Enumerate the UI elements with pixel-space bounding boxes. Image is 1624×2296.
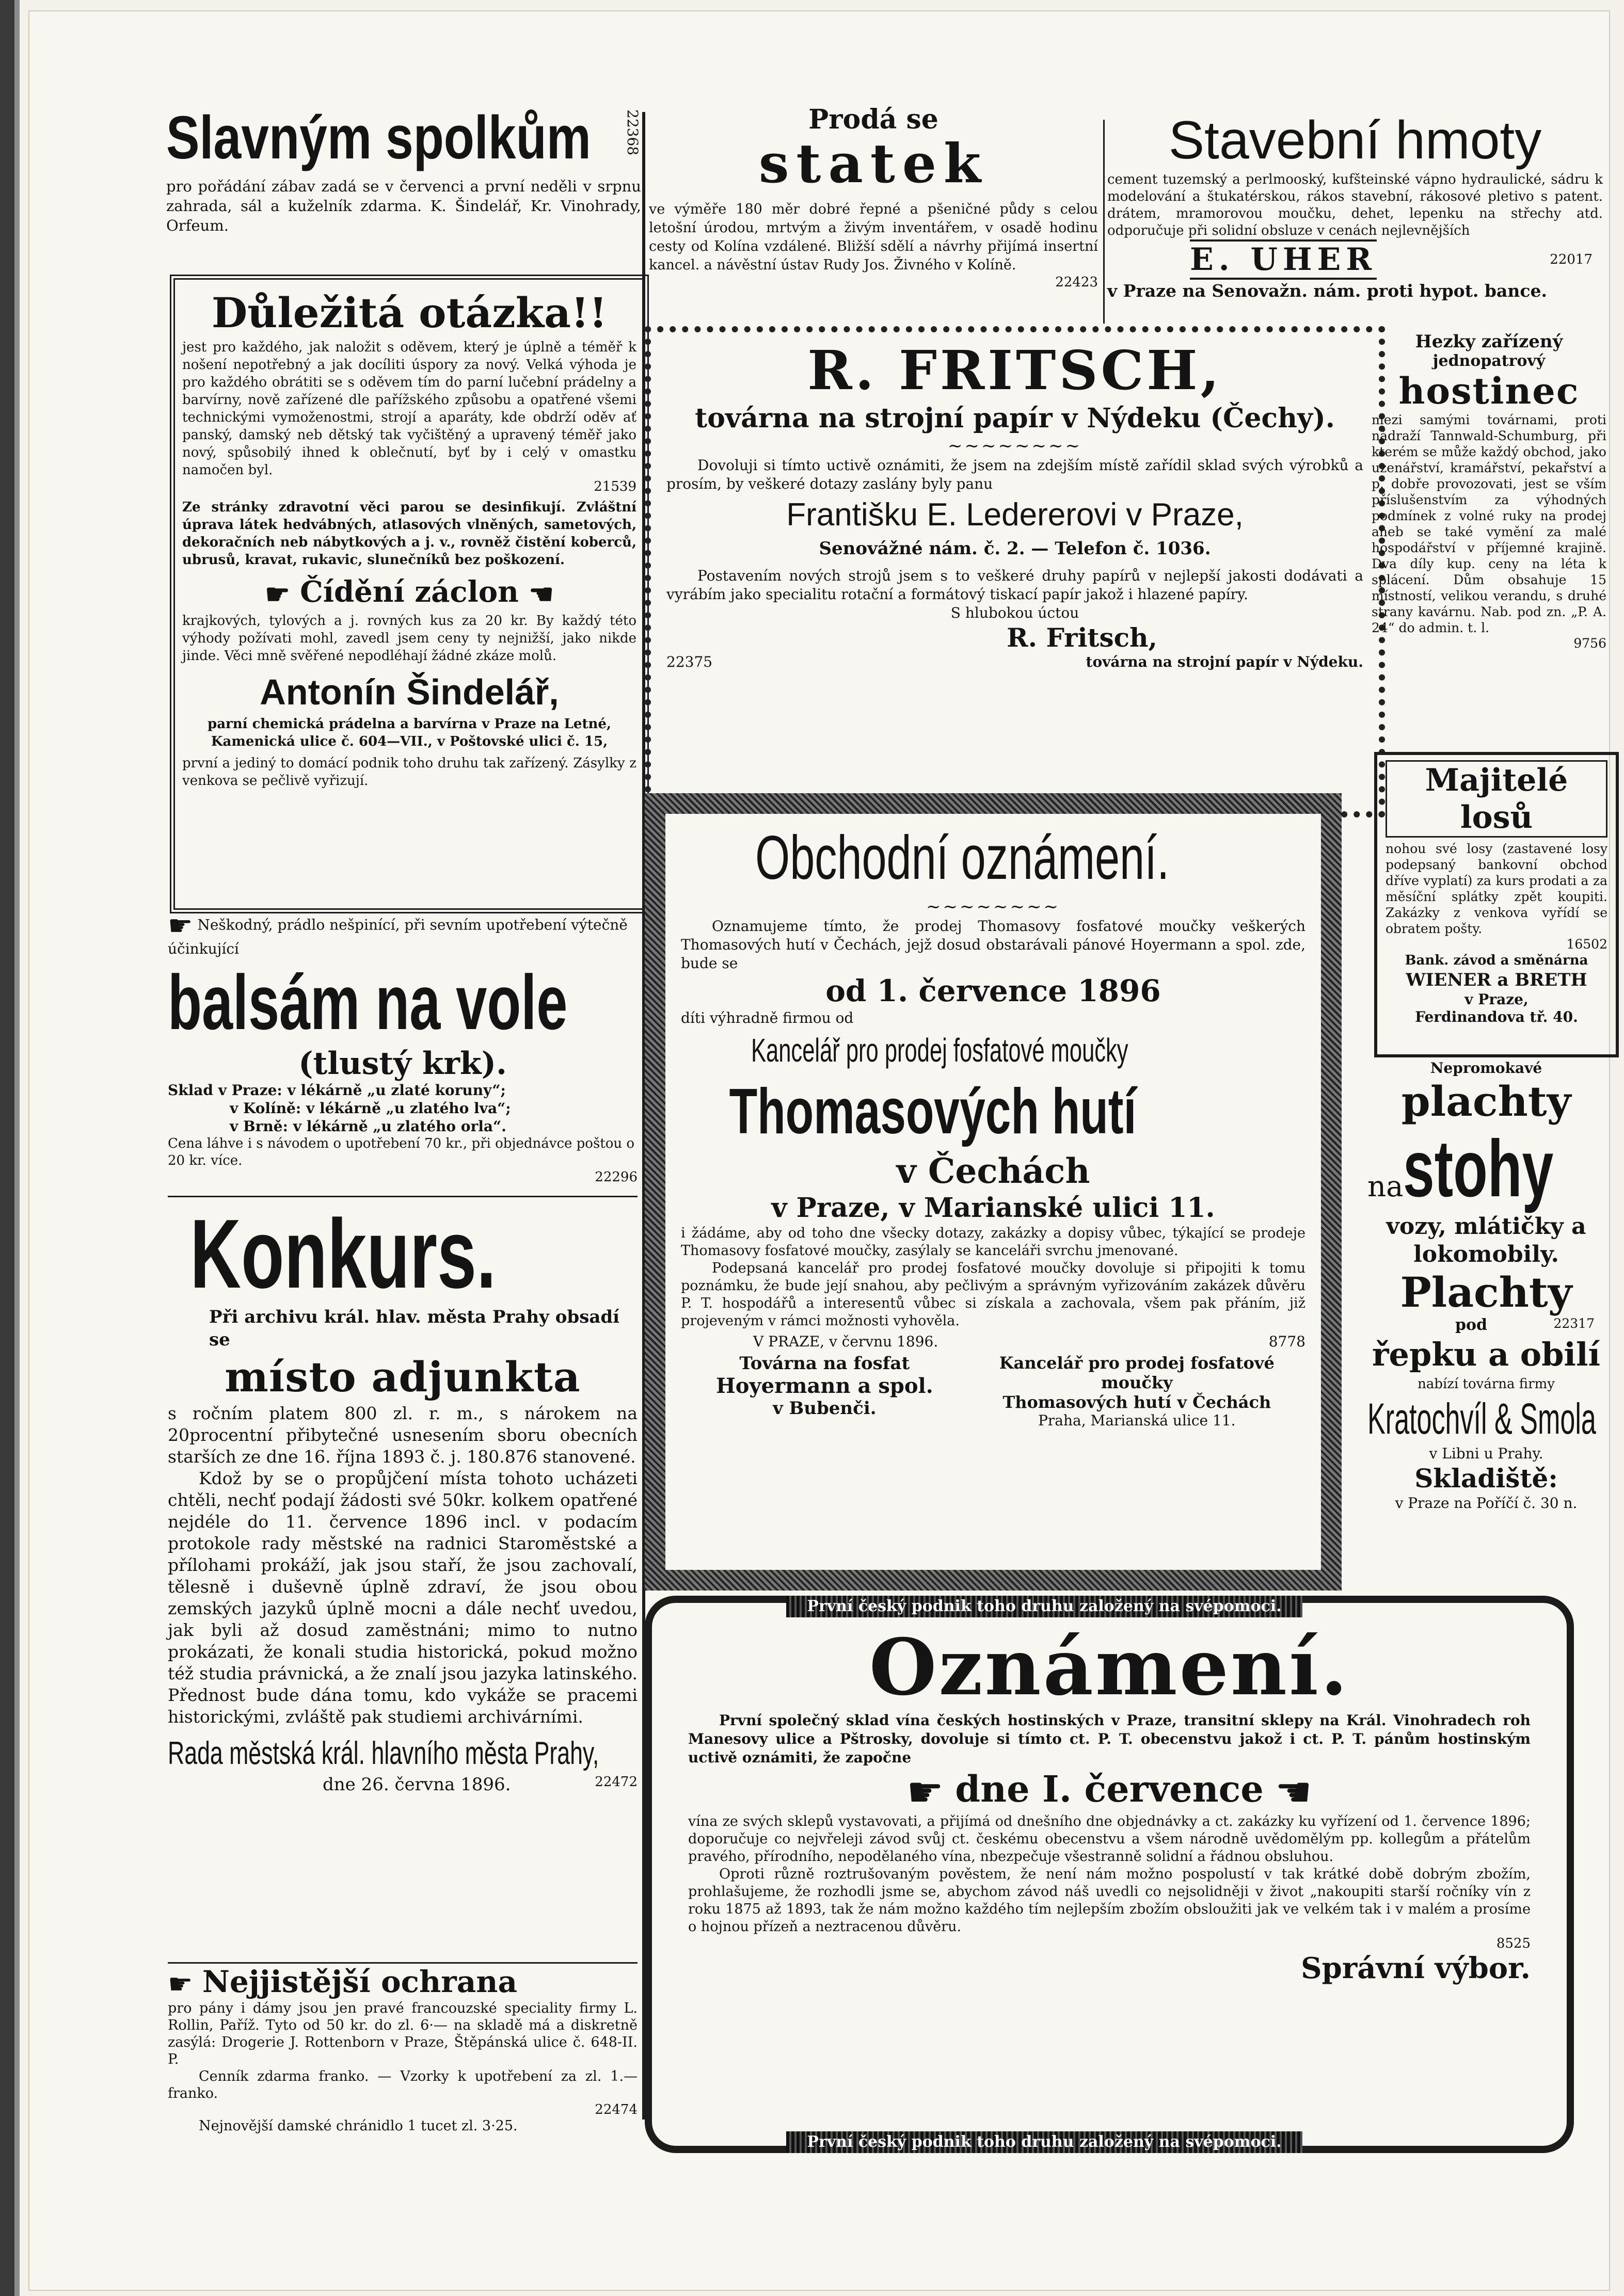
ad-fritsch bbox=[645, 326, 1385, 817]
ad-losu-l2: WIENER a BRETH bbox=[1406, 970, 1587, 990]
ad-konkurs-title: Konkurs. bbox=[190, 1199, 497, 1309]
ad-oznameni-date-row bbox=[688, 1767, 1531, 1816]
sig-right-line4: Praha, Marianská ulice 11. bbox=[1038, 1412, 1236, 1429]
ad-konkurs-footer bbox=[168, 1774, 638, 1795]
ad-plachty-l1: Nepromokavé bbox=[1430, 1059, 1542, 1077]
ad-hmoty bbox=[1107, 109, 1603, 331]
ad-otazka-text2: Ze stránky zdravotní věci parou se desinfikují. Zvláštní úprava látek hedvábných, atlasových vlněných, sametových, dekoračních neb nábytkových a j. v., rovněž čistění koberců, ubrusů, kravat, rukavic, slunečníků bez poškození. bbox=[182, 500, 636, 568]
ad-balsam-code: 22296 bbox=[595, 1169, 638, 1185]
ad-statek bbox=[649, 104, 1098, 326]
ad-plachty-l4: vozy, mlátičky a lokomobily. bbox=[1386, 1213, 1586, 1267]
ad-fritsch-title: R. FRITSCH, bbox=[807, 339, 1222, 402]
ad-fritsch-sign2: továrna na strojní papír v Nýdeku. bbox=[1086, 653, 1363, 670]
ad-plachty-l2: plachty bbox=[1401, 1077, 1571, 1126]
ad-plachty-l7: řepku a obilí bbox=[1372, 1336, 1601, 1373]
ad-losu-title: Majitelé losů bbox=[1386, 760, 1607, 838]
ad-ochrana-code: 22474 bbox=[595, 2102, 638, 2117]
ad-oznameni-code: 8525 bbox=[1496, 1936, 1531, 1951]
binding-shadow bbox=[14, 0, 20, 2296]
ad-konkurs-signature: Rada městská král. hlavního města Prahy, bbox=[168, 1736, 599, 1771]
ad-ochrana-title: Nejjistější ochrana bbox=[202, 1964, 518, 1999]
ad-hostinec-l3: hostinec bbox=[1398, 370, 1580, 412]
ad-fritsch-subtitle: továrna na strojní papír v Nýdeku (Čechy). bbox=[695, 403, 1335, 434]
ad-spolkum-text: pro pořádání zábav zadá se v červenci a první neděli v srpnu zahrada, sál a kuželník zdarma. K. Šindelář, Kr. Vinohrady, Orfeum. bbox=[166, 178, 641, 234]
ad-thomas-text4: Podepsaná kancelář pro prodej fosfatové moučky dovoluje si připojiti k tomu poznámku, že bude její snahou, aby pečlivým a správným vyřizováním zakázek důvěru P. T. hospodářů a interesentů vůbec si získala a zachovala, všem pak přáním, již projeveným v rámci možnosti vyhověla. bbox=[681, 1260, 1305, 1329]
ad-konkurs-text2: Kdož by se o propůjčení místa tohoto ucházeti chtěli, nechť podají žádosti své 50kr. kolkem opatřené nejdéle do 11. července 1896 incl. v podacím protokole rady městské na radnici Staroměstské a přílohami prokáží, jak jsou staří, že jsou zachovalí, tělesně i duševně úplně zdraví, že jsou obou zemských jazyků úplně mocni a dále nechť uvedou, jak byli až dosud zaměstnáni; mimo to nutno prokázati, že konali studia historická, pokud možno též studia právnická, a že znalí jsou jazyka latinského. Přednost bude dána tomu, kdo vykáže se pracemi historickými, zvláště pak studiemi archivárními. bbox=[168, 1468, 638, 1727]
ad-hmoty-firm-row bbox=[1107, 239, 1603, 280]
ad-plachty-stohy: stohy bbox=[1403, 1124, 1554, 1214]
ad-balsam-line3: v Brně: v lékárně „u zlatého orla“. bbox=[230, 1118, 506, 1135]
ad-losu-l3: v Praze, bbox=[1464, 991, 1529, 1008]
ad-hmoty-text: cement tuzemský a perlmooský, kufšteinské vápno hydraulické, sádru k modelování a štukatérskou, rákos stavební, rákosové pletivo s patent. drátem, mramorovou moučku, dehet, lepenku na střechy atd. odporučuje při solidní obsluze v cenách nejlevnějších bbox=[1107, 172, 1603, 238]
ad-konkurs-text: s ročním platem 800 zl. r. m., s nárokem na 20procentní přibytečné usnesením sboru obecních starších ze dne 16. října 1893 č. j. 180.876 stanovené. bbox=[168, 1403, 638, 1467]
ad-otazka-text5: první a jediný to domácí podnik toho druhu tak zařízený. Zásylky z venkova se pečlivě vyřizují. bbox=[182, 756, 636, 789]
ad-thomas-date2: V PRAZE, v červnu 1896. bbox=[753, 1333, 938, 1350]
ad-plachty-l10: v Libni u Prahy. bbox=[1429, 1445, 1543, 1462]
ad-plachty-pod: pod bbox=[1455, 1316, 1487, 1334]
ad-balsam-intro-text: Neškodný, prádlo nešpinící, při sevním upotřebení výtečně účinkující bbox=[168, 916, 628, 957]
ad-thomas-code: 8778 bbox=[1268, 1333, 1305, 1350]
ad-statek-code: 22423 bbox=[1055, 275, 1098, 290]
ad-statek-head2: statek bbox=[758, 132, 989, 195]
ad-hostinec-code: 9756 bbox=[1573, 636, 1606, 651]
ad-losu-code: 16502 bbox=[1566, 937, 1607, 952]
ad-fritsch-greeting: S hlubokou úctou bbox=[950, 604, 1079, 621]
ad-balsam-subtitle: (tlustý krk). bbox=[298, 1046, 507, 1082]
ad-fritsch-sign: R. Fritsch, bbox=[1007, 622, 1157, 653]
ad-konkurs-headline: místo adjunkta bbox=[225, 1353, 581, 1401]
ad-otazka bbox=[170, 275, 649, 913]
sig-left-line1: Továrna na fosfat bbox=[739, 1353, 910, 1374]
ad-konkurs-intro: Při archivu král. hlav. města Prahy obsadí se bbox=[209, 1307, 620, 1350]
ad-fritsch-name: Františku E. Ledererovi v Praze, bbox=[786, 497, 1244, 533]
ad-hostinec-l2: jednopatrový bbox=[1432, 352, 1546, 370]
ad-hmoty-address: v Praze na Senovažn. nám. proti hypot. bance. bbox=[1107, 281, 1547, 301]
binding-edge bbox=[0, 0, 14, 2296]
ad-spolkum bbox=[166, 104, 641, 275]
ad-balsam bbox=[168, 909, 638, 1191]
ad-thomas-line2: Thomasových hutí bbox=[729, 1076, 1137, 1147]
ad-hostinec bbox=[1372, 331, 1606, 749]
ornament-rule: ~~~~~~~~ bbox=[948, 436, 1082, 456]
ad-spolkum-code: 22368 bbox=[624, 109, 641, 156]
ad-balsam-intro bbox=[168, 909, 638, 958]
ad-fritsch-code: 22375 bbox=[666, 653, 713, 670]
ad-otazka-text3: krajkových, tylových a j. rovných kus za 20 kr. By každý této výhody požívati mohl, zavedl jsem ceny ty nejnižší, jako nikde jinde. Věci mně svěřené nepodléhají žádné zkáze molů. bbox=[182, 613, 636, 664]
ad-thomas-line3: v Čechách bbox=[896, 1151, 1090, 1191]
pointing-hand-left-icon: ☚ bbox=[529, 577, 554, 611]
ad-hmoty-code: 22017 bbox=[1550, 252, 1593, 267]
ad-thomas-text2: díti výhradně firmou od bbox=[681, 1009, 854, 1026]
ad-plachty-l9: Kratochvíl & Smola bbox=[1367, 1394, 1596, 1443]
ad-thomas-signatures bbox=[681, 1353, 1305, 1429]
ad-oznameni-date: dne I. července bbox=[955, 1768, 1264, 1810]
sig-right-line3: Thomasových hutí v Čechách bbox=[1002, 1392, 1271, 1412]
ad-losu-text: nohou své losy (zastavené losy podepsaný bankovní obchod dříve vyplatí) za kurs prodati a za měsíční splátky zpět koupiti. Zakázky z venkova vyřídí se obratem pošty. bbox=[1386, 841, 1607, 936]
ad-plachty-l8: nabízí továrna firmy bbox=[1418, 1376, 1555, 1392]
ad-fritsch-text2: Postavením nových strojů jsem s to veškeré druhy papírů v nejlepší jakosti dodávati a vyrábím jako specialitu rotační a formátový tiskací papír jakož i hlazené papíry. bbox=[666, 567, 1363, 603]
pointing-hand-icon: ☛ bbox=[265, 577, 290, 611]
ad-oznameni-title: Oznámení. bbox=[869, 1622, 1350, 1713]
ad-plachty-l12: v Praze na Poříčí č. 30 n. bbox=[1395, 1495, 1578, 1512]
ad-oznameni-banner-top: První český podnik toho druhu založený na svépomoci. bbox=[786, 1596, 1302, 1617]
ad-balsam-line1: Sklad v Praze: v lékárně „u zlaté koruny“; bbox=[168, 1082, 506, 1099]
ad-oznameni-banner-bottom: První český podnik toho druhu založený na svépomoci. bbox=[786, 2131, 1302, 2153]
ad-otazka-name: Antonín Šindelář, bbox=[260, 672, 559, 712]
ad-oznameni bbox=[645, 1596, 1574, 2153]
ad-balsam-line4: Cena láhve i s návodem o upotřebení 70 kr., při objednávce poštou o 20 kr. více. bbox=[168, 1136, 635, 1168]
ad-ochrana-text: pro pány i dámy jsou jen pravé francouzské speciality firmy L. Rollin, Paříž. Tyto od 50 kr. do zl. 6·— na skladě má a diskretně zasýlá: Drogerie J. Rottenborn v Praze, Štěpánská ulice č. 648-II. P. bbox=[168, 2000, 638, 2067]
ad-spolkum-title: Slavným spolkům bbox=[166, 104, 591, 172]
newspaper-page bbox=[28, 10, 1610, 2291]
ad-ochrana-text2: Cenník zdarma franko. — Vzorky k upotřebení za zl. 1.— franko. bbox=[168, 2068, 638, 2101]
ad-otazka-title: Důležitá otázka!! bbox=[211, 288, 608, 337]
column-rule-2 bbox=[1103, 120, 1105, 324]
ad-plachty-pod-row bbox=[1367, 1316, 1605, 1334]
ad-balsam-title: balsám na vole bbox=[168, 959, 568, 1046]
ad-konkurs bbox=[168, 1196, 638, 1960]
ad-plachty-code: 22317 bbox=[1553, 1316, 1595, 1331]
ad-statek-head1: Prodá se bbox=[808, 104, 938, 135]
ad-oznameni-text1: První společný sklad vína českých hostinských v Praze, transitní sklepy na Král. Vinohradech roh Manesovy ulice a Pštrosky, dovoluje si tímto ct. P. T. obecenstvu jakož i ct. P. T. pánům hostinským uctivě oznámiti, že započne bbox=[688, 1712, 1531, 1766]
ad-oznameni-sign: Správní výbor. bbox=[1301, 1951, 1531, 1985]
ad-otazka-code: 21539 bbox=[594, 479, 636, 494]
ad-thomas-date: od 1. července 1896 bbox=[825, 973, 1161, 1008]
ad-plachty bbox=[1367, 1059, 1605, 1601]
ad-thomas-line1: Kancelář pro prodej fosfatové moučky bbox=[751, 1032, 1128, 1069]
ad-plachty-l5: Plachty bbox=[1400, 1268, 1572, 1316]
ad-otazka-text1: jest pro každého, jak naložit s oděvem, který je úplně a téměř k nošení nepotřebný a jak docíliti úspory za nový. Velká výhoda je pro každého obrátiti se s oděvem tím do parní lučební prádelny a barvírny, nově zařízené dle pařížského způsobu a opatřené všemi technickými vymoženostmi, strojí a aparáty, kde obdrží oděv ať panský, damský neb dětský tak vyčištěný a upravený téměř jako nový, spůsobilý ihned k oblečnutí, byť by i celý v omastku namočen byl. bbox=[182, 340, 636, 478]
ornament-rule: ~~~~~~~~ bbox=[926, 896, 1060, 917]
ad-otazka-subhead bbox=[182, 575, 636, 609]
ad-statek-text: ve výměře 180 měr dobré řepné a pšeničné půdy s celou letošní úrodou, mrtvým a živým inventářem, v osadě hodinu cesty od Kolína vzdálené. Bližší sdělí a návrhy přijímá insertní kancel. a návěstní ústav Rudy Jos. Živného v Kolíně. bbox=[649, 201, 1098, 273]
sig-right-line1: Kancelář pro prodej fosfatové bbox=[999, 1353, 1275, 1373]
ad-losu-l4: Ferdinandova tř. 40. bbox=[1415, 1008, 1578, 1025]
pointing-hand-icon: ☛ bbox=[168, 1967, 193, 2000]
pointing-hand-icon: ☛ bbox=[168, 909, 193, 942]
ad-thomas-sig-left bbox=[681, 1353, 968, 1429]
ad-plachty-na: na bbox=[1367, 1170, 1404, 1203]
sig-right-line2: moučky bbox=[1101, 1373, 1173, 1392]
ad-losu bbox=[1374, 752, 1619, 1057]
ad-thomas-line4: v Praze, v Marianské ulici 11. bbox=[771, 1192, 1215, 1224]
pointing-hand-icon: ☛ bbox=[906, 1768, 944, 1816]
ad-fritsch-text1: Dovoluji si tímto uctivě oznámiti, že jsem na zdejším místě zařídil sklad svých výrobků a prosím, by veškeré dotazy zaslány byly panu bbox=[666, 457, 1363, 492]
ad-thomas bbox=[665, 814, 1321, 1570]
ad-thomas-sig-right bbox=[968, 1353, 1305, 1429]
ad-hostinec-text: mezi samými továrnami, proti nádraží Tannwald-Schumburg, při kterém se může každý obchod, jako uzenářství, kramářství, pekařství a p. dobře provozovati, jest se vším příslušenstvím za výhodných podmínek z volné ruky na prodej aneb se také vymění za malé hospodářství v příjemné krajině. Dva díly kup. ceny na léta k splácení. Dům obsahuje 15 místností, velikou verandu, s druhé strany kavárnu. Nab. pod zn. „P. A. 24“ do admin. t. l. bbox=[1372, 412, 1606, 635]
ad-otazka-text4: parní chemická prádelna a barvírna v Praze na Letné, Kamenická ulice č. 604—VII., v Poštovské ulici č. 15, bbox=[208, 716, 611, 749]
ad-plachty-l3 bbox=[1367, 1125, 1605, 1213]
ad-hostinec-l1: Hezky zařízený bbox=[1415, 331, 1563, 352]
ad-thomas-dateline bbox=[681, 1333, 1305, 1350]
ad-balsam-line2: v Kolíně: v lékárně „u zlatého lva“; bbox=[230, 1100, 511, 1117]
ad-thomas-title: Obchodní oznámení. bbox=[755, 823, 1170, 892]
ad-oznameni-text3: Oproti různě roztrušovaným pověstem, že není nám možno pospolustí v tak krátké době dobrým zbožím, prohlašujeme, že rozhodli jsme se, abychom závod náš uvedli co nejsolidněji v život „nakoupiti starší ročníky vín z roku 1875 až 1893, tak že nám možno každého tím nejlepším zbožím obsloužiti jak ve velkém tak i v malém a prosíme o hojnou přízeň a neztracenou důvěru. bbox=[688, 1866, 1531, 1935]
ad-plachty-l11: Skladiště: bbox=[1414, 1463, 1558, 1494]
ad-konkurs-code: 22472 bbox=[595, 1774, 638, 1790]
ad-fritsch-footer bbox=[666, 653, 1363, 670]
ad-ochrana-header bbox=[168, 1964, 638, 2000]
ad-thomas-text3: i žádáme, aby od toho dne všecky dotazy, zakázky a dopisy vůbec, týkající se prodeje Thomasovy fosfatové moučky, zasýlaly se kanceláři svrchu jmenované. bbox=[681, 1225, 1305, 1259]
ad-losu-l1: Bank. závod a směnárna bbox=[1405, 953, 1588, 968]
ad-hmoty-firm: E. UHER bbox=[1190, 239, 1377, 280]
ad-ochrana bbox=[168, 1962, 638, 2148]
pointing-hand-left-icon: ☚ bbox=[1275, 1768, 1312, 1816]
ad-otazka-subhead-text: Čídění záclon bbox=[300, 575, 519, 609]
ad-thomas-text1: Oznamujeme tímto, že prodej Thomasovy fosfatové moučky veškerých Thomasových hutí v Čechách, jejž dosud obstarávali pánové Hoyermann a spol. zde, bude se bbox=[681, 918, 1305, 972]
sig-left-line3: v Bubenči. bbox=[772, 1398, 877, 1419]
ad-hmoty-title: Stavební hmoty bbox=[1168, 110, 1542, 170]
sig-left-line2: Hoyermann a spol. bbox=[715, 1374, 933, 1398]
ad-konkurs-date: dne 26. června 1896. bbox=[323, 1774, 511, 1795]
ad-fritsch-address: Senovážné nám. č. 2. — Telefon č. 1036. bbox=[819, 538, 1211, 559]
ad-ochrana-text3: Nejnovější damské chránidlo 1 tucet zl. 3·25. bbox=[199, 2118, 518, 2134]
ad-oznameni-text2: vína ze svých sklepů vystavovati, a přijímá od dnešního dne objednávky a ct. zakázky ku vyřízení od 1. července 1896; doporučuje co nejvřeleji závod svůj ct. českému obecenstvu a všem národně uvědomělým pp. kollegům a přátelům pravého, přírodního, nepodělaného vína, nbezpečuje všestranně solidní a řádnou obsluhou. bbox=[688, 1813, 1531, 1865]
